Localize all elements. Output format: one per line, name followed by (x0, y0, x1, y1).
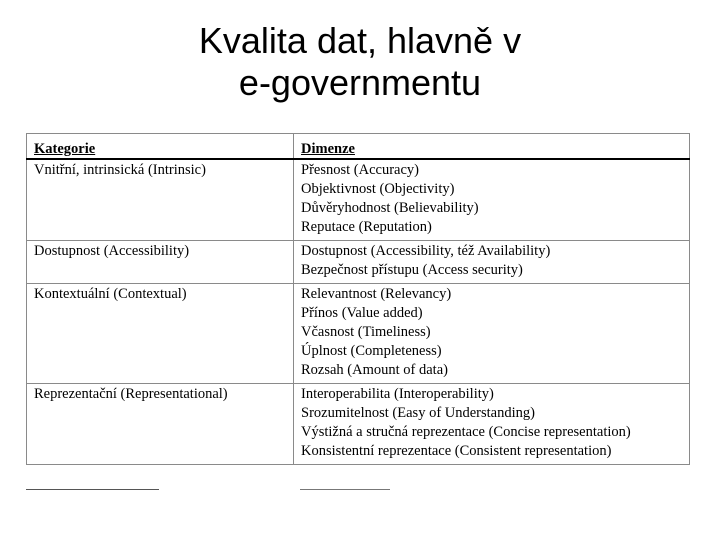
category-cell (27, 284, 294, 384)
dimension-item: Rozsah (Amount of data) (301, 362, 448, 378)
dimension-item: Reputace (Reputation) (301, 219, 432, 235)
dimension-item: Včasnost (Timeliness) (301, 324, 431, 340)
category-label: Kontextuální (Contextual) (34, 286, 187, 302)
dimension-item: Úplnost (Completeness) (301, 343, 442, 359)
divider (26, 489, 159, 490)
table-row (27, 159, 690, 241)
dimension-item: Přesnost (Accuracy) (301, 162, 419, 178)
table-row (27, 241, 690, 284)
category-cell (27, 159, 294, 241)
dimension-item: Důvěryhodnost (Believability) (301, 200, 479, 216)
dimension-item: Konsistentní reprezentace (Consistent representation) (301, 443, 612, 459)
quality-table-container (26, 133, 689, 488)
dimension-item: Bezpečnost přístupu (Access security) (301, 262, 523, 278)
category-label: Reprezentační (Representational) (34, 386, 228, 402)
category-cell (27, 384, 294, 465)
dimension-item: Relevantnost (Relevancy) (301, 286, 452, 302)
dimension-item: Srozumitelnost (Easy of Understanding) (301, 405, 535, 421)
header-kategorie: Kategorie (27, 134, 294, 160)
table-row (27, 384, 690, 465)
dimensions-cell (294, 284, 690, 384)
dimension-item: Interoperabilita (Interoperability) (301, 386, 494, 402)
table-header-row (27, 134, 690, 160)
slide-title (0, 20, 720, 104)
divider (300, 489, 390, 490)
category-label: Dostupnost (Accessibility) (34, 243, 190, 259)
slide-title-line-1: Kvalita dat, hlavně v (198, 20, 522, 61)
category-label: Vnitřní, intrinsická (Intrinsic) (34, 162, 206, 178)
table-row (27, 284, 690, 384)
quality-table (26, 133, 690, 465)
category-cell (27, 241, 294, 284)
dimension-item: Přínos (Value added) (301, 305, 423, 321)
dimensions-cell (294, 384, 690, 465)
dimension-item: Dostupnost (Accessibility, též Availability) (301, 243, 551, 259)
header-dimenze: Dimenze (294, 134, 690, 160)
dimension-item: Výstižná a stručná reprezentace (Concise representation) (301, 424, 631, 440)
dimensions-cell (294, 241, 690, 284)
dimension-item: Objektivnost (Objectivity) (301, 181, 455, 197)
slide-title-line-2: e-governmentu (238, 62, 482, 103)
dimensions-cell (294, 159, 690, 241)
